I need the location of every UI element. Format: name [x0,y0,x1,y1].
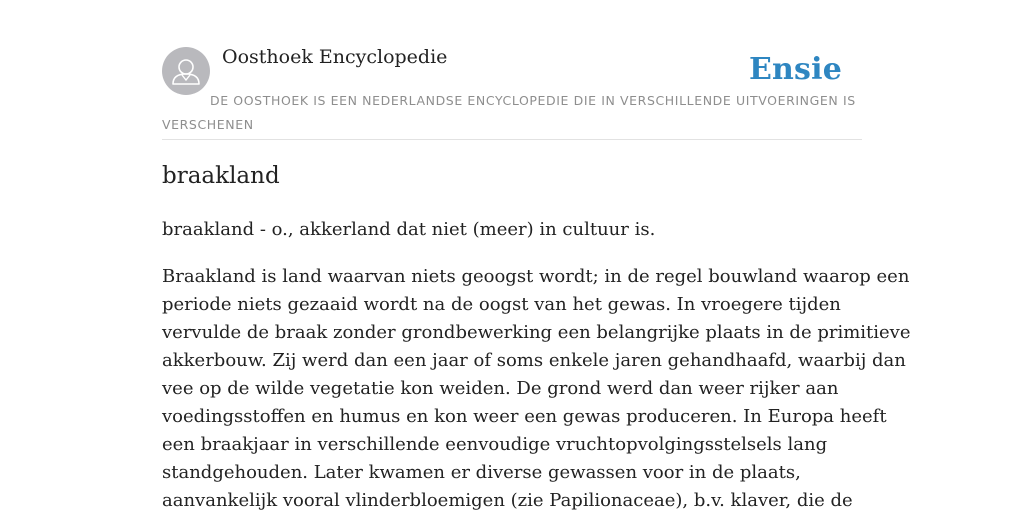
site-header [162,0,862,140]
user-icon [162,47,210,95]
brand-logo-link[interactable]: Ensie [748,52,842,87]
page-container [162,0,911,511]
body-line: voedingsstoffen en humus en kon weer een gewas produceren. In Europa heeft [162,406,887,427]
article-definition: braakland - o., akkerland dat niet (meer) in cultuur is. [162,219,656,240]
site-tagline: DE OOSTHOEK IS EEN NEDERLANDSE ENCYCLOPEDIE DIE IN VERSCHILLENDE UITVOERINGEN IS VERSCHENEN [162,93,856,132]
site-name-link[interactable]: Oosthoek Encyclopedie [222,46,448,68]
article-body [162,263,911,512]
body-line: vervulde de braak zonder grondbewerking een belangrijke plaats in de primitieve [162,322,911,343]
body-line: vee op de wilde vegetatie kon weiden. De grond werd dan weer rijker aan [162,378,839,399]
body-line: periode niets gezaaid wordt na de oogst van het gewas. In vroegere tijden [162,294,841,315]
body-line: akkerbouw. Zij werd dan een jaar of soms enkele jaren gehandhaafd, waarbij dan [162,350,906,371]
body-line: een braakjaar in verschillende eenvoudige vruchtopvolgingsstelsels lang [162,434,828,455]
body-line: aanvankelijk vooral vlinderbloemigen (zie Papilionaceae), b.v. klaver, die de [162,490,853,511]
avatar[interactable] [162,47,210,95]
body-line: standgehouden. Later kwamen er diverse gewassen voor in de plaats, [162,462,801,483]
body-line: Braakland is land waarvan niets geoogst wordt; in de regel bouwland waarop een [162,266,910,287]
article-title: braakland [162,163,280,189]
